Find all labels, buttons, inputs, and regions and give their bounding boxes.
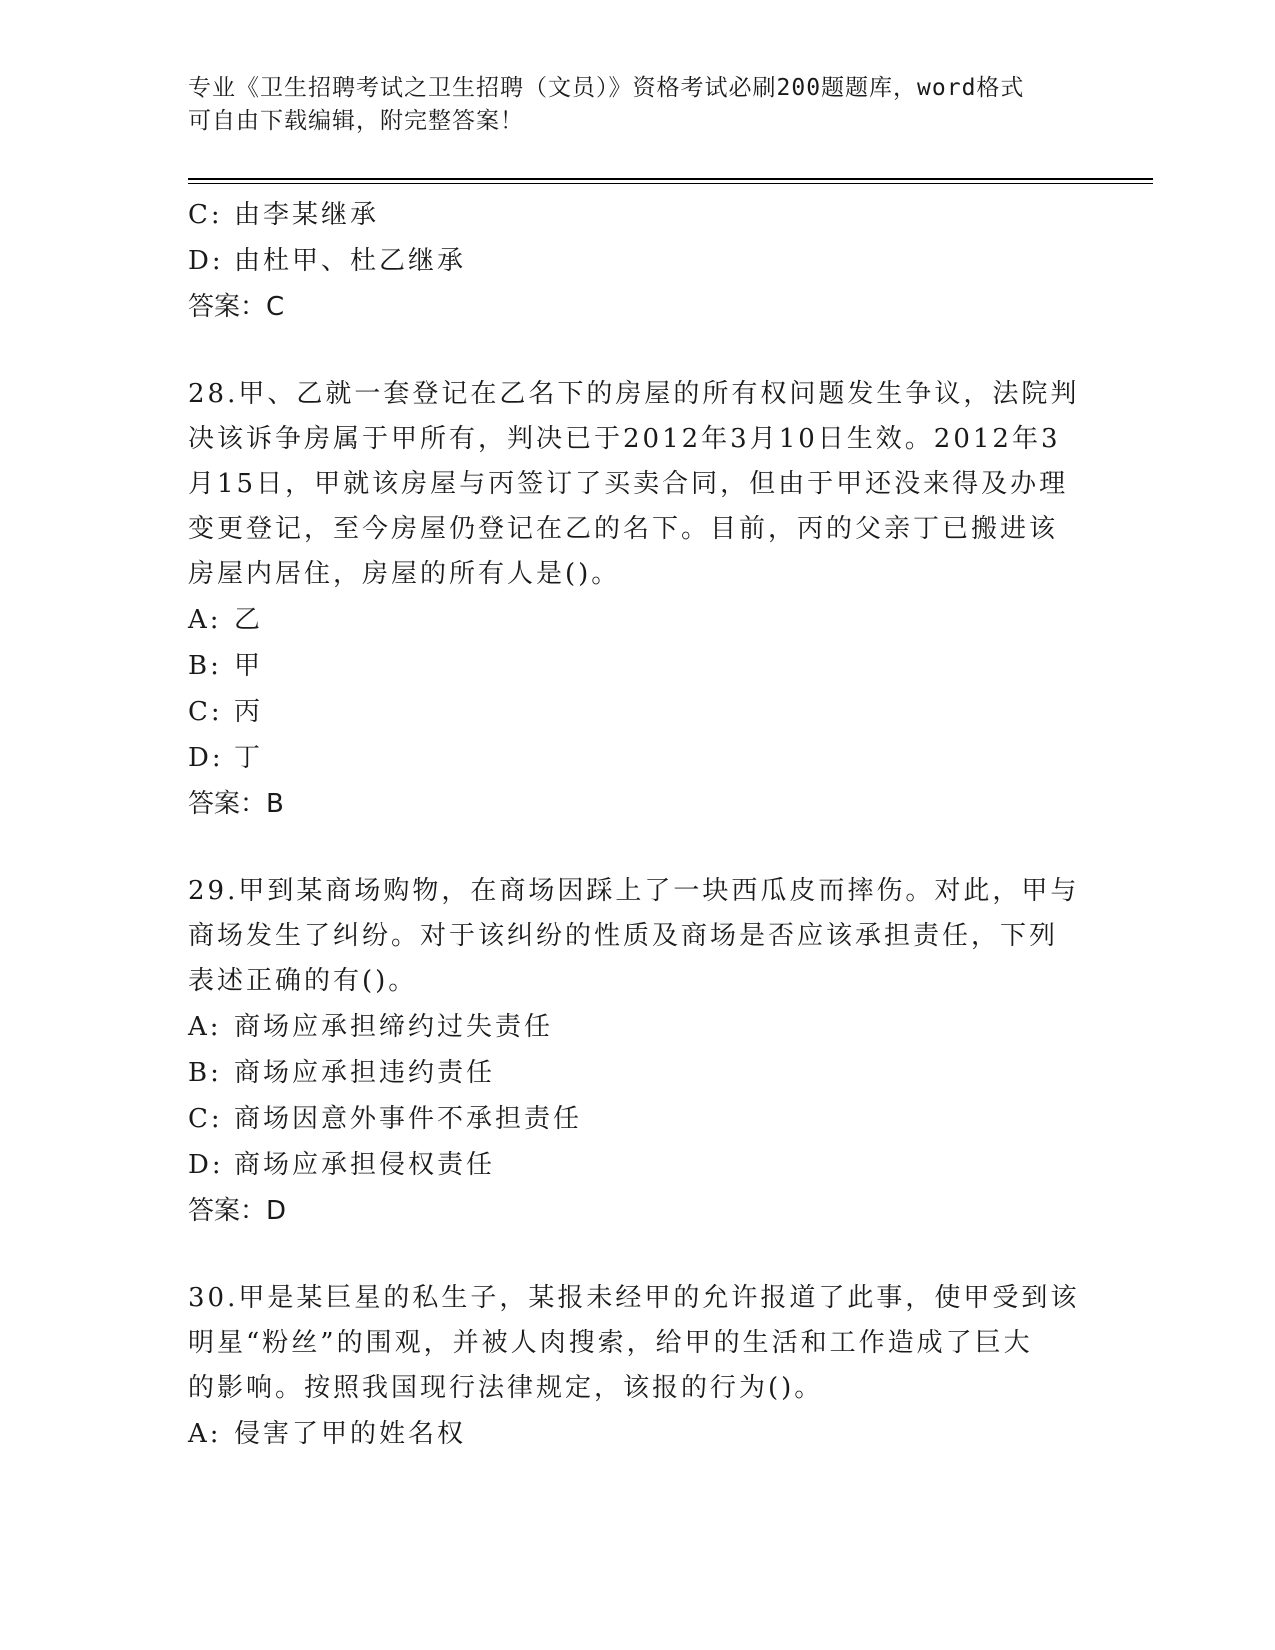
option-key: B: xyxy=(188,651,222,681)
option-row xyxy=(188,1050,1083,1096)
option-row xyxy=(188,689,1083,735)
question-line: 的影响。按照我国现行法律规定，该报的行为()。 xyxy=(188,1373,824,1403)
option-text: 商场应承担违约责任 xyxy=(234,1058,496,1088)
question-line: 29.甲到某商场购物，在商场因踩上了一块西瓜皮而摔伤。对此，甲与 xyxy=(188,876,1080,906)
option-row xyxy=(188,735,1083,781)
question-line: 明星“粉丝”的围观，并被人肉搜索，给甲的生活和工作造成了巨大 xyxy=(188,1328,1033,1358)
option-text: 商场应承担缔约过失责任 xyxy=(234,1012,554,1042)
option-row xyxy=(188,597,1083,643)
option-row xyxy=(188,238,1083,284)
question-line: 28.甲、乙就一套登记在乙名下的房屋的所有权问题发生争议，法院判 xyxy=(188,379,1080,409)
option-text: 丙 xyxy=(234,697,264,727)
option-key: C: xyxy=(188,200,223,230)
header-line-1: 专业《卫生招聘考试之卫生招聘（文员）》资格考试必刷200题题库，word格式 xyxy=(188,75,1025,101)
option-key: A: xyxy=(188,1012,222,1042)
header-divider-thin xyxy=(188,183,1153,184)
answer-line: 答案：D xyxy=(188,1196,287,1226)
option-key: B: xyxy=(188,1058,222,1088)
answer-line: 答案：C xyxy=(188,292,285,322)
question-line: 30.甲是某巨星的私生子，某报未经甲的允许报道了此事，使甲受到该 xyxy=(188,1283,1080,1313)
option-text: 甲 xyxy=(234,651,264,681)
option-row xyxy=(188,1096,1083,1142)
question-line: 决该诉争房属于甲所有，判决已于2012年3月10日生效。2012年3 xyxy=(188,424,1061,454)
option-row xyxy=(188,192,1083,238)
option-text: 侵害了甲的姓名权 xyxy=(234,1419,467,1449)
option-key: D: xyxy=(188,743,224,773)
question-line: 变更登记，至今房屋仍登记在乙的名下。目前，丙的父亲丁已搬进该 xyxy=(188,514,1059,544)
question-text xyxy=(188,372,1083,597)
question-line: 商场发生了纠纷。对于该纠纷的性质及商场是否应该承担责任，下列 xyxy=(188,921,1059,951)
option-text: 由杜甲、杜乙继承 xyxy=(234,246,467,276)
answer-line: 答案：B xyxy=(188,789,284,819)
option-row xyxy=(188,643,1083,689)
option-key: C: xyxy=(188,1104,223,1134)
page-header xyxy=(188,72,1068,138)
option-key: A: xyxy=(188,605,222,635)
option-text: 丁 xyxy=(234,743,264,773)
question-text xyxy=(188,869,1083,1004)
option-key: D: xyxy=(188,246,224,276)
option-text: 商场因意外事件不承担责任 xyxy=(234,1104,583,1134)
question-line: 月15日，甲就该房屋与丙签订了买卖合同，但由于甲还没来得及办理 xyxy=(188,469,1069,499)
option-key: C: xyxy=(188,697,223,727)
header-line-2: 可自由下载编辑，附完整答案！ xyxy=(188,108,524,134)
question-line: 房屋内居住，房屋的所有人是()。 xyxy=(188,559,621,589)
option-text: 由李某继承 xyxy=(234,200,380,230)
option-text: 乙 xyxy=(234,605,264,635)
question-content xyxy=(188,192,1083,1457)
option-row xyxy=(188,1004,1083,1050)
option-key: A: xyxy=(188,1419,222,1449)
option-row xyxy=(188,1411,1083,1457)
question-text xyxy=(188,1276,1083,1411)
option-row xyxy=(188,1142,1083,1188)
header-divider-thick xyxy=(188,178,1153,180)
option-text: 商场应承担侵权责任 xyxy=(234,1150,496,1180)
question-line: 表述正确的有()。 xyxy=(188,966,418,996)
option-key: D: xyxy=(188,1150,224,1180)
